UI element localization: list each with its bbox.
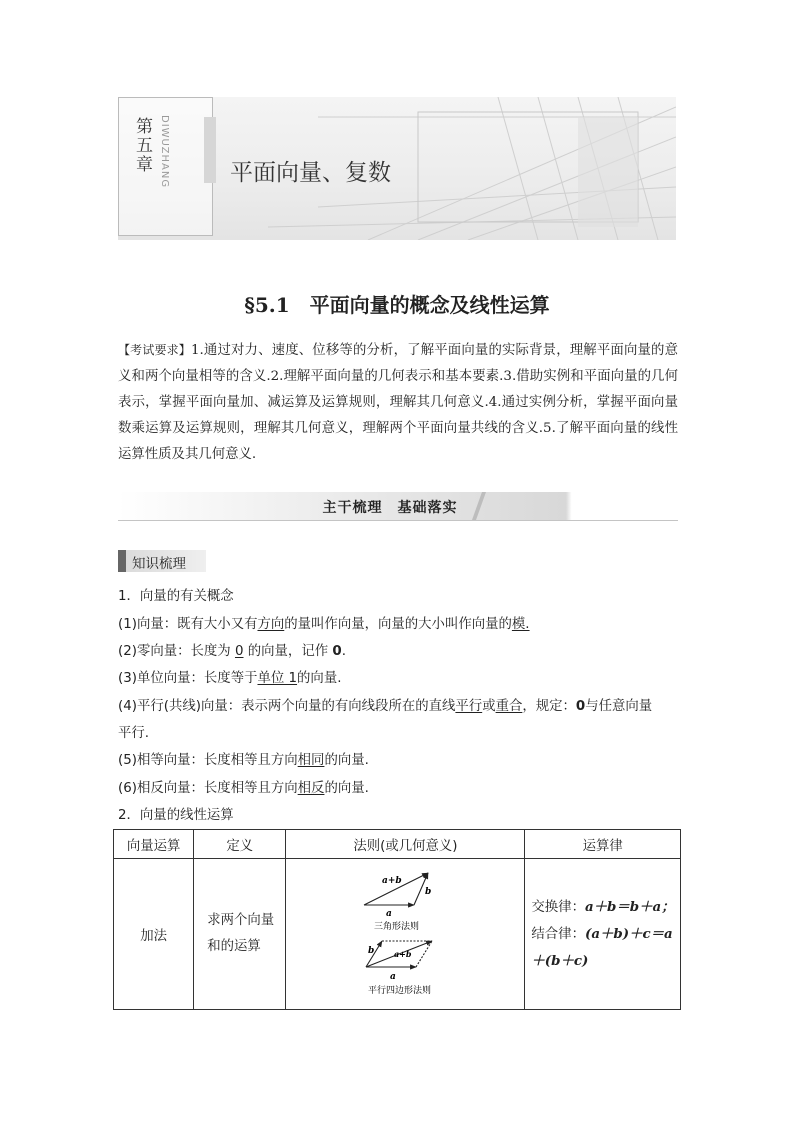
text-span: (5)相等向量：长度相等且方向 — [118, 753, 298, 768]
answer-span: 重合 — [495, 699, 523, 714]
associative-law — [531, 921, 680, 948]
associative-law-cont — [531, 948, 680, 975]
text-span: 的向量. — [324, 753, 369, 768]
band-rule — [118, 520, 678, 521]
triangle-sum-label: a+b — [382, 876, 403, 886]
operation-cell: 加法 — [114, 859, 194, 1010]
text-span: 的向量. — [324, 781, 369, 796]
answer-span: 相反 — [297, 781, 325, 796]
section-title: §5.1 平面向量的概念及线性运算 — [244, 293, 550, 317]
answer-span: 模. — [511, 617, 530, 632]
text-span: ，规定： — [522, 699, 576, 714]
law-expression: (a＋b)＋c＝a — [584, 925, 673, 942]
law-label: 交换律： — [531, 899, 585, 915]
concept-item-equal — [118, 749, 369, 768]
text-span: 的量叫作向量，向量的大小叫作向量的 — [284, 617, 512, 632]
law-expression: ＋(b＋c) — [531, 952, 589, 969]
concept-item-opposite — [118, 777, 369, 796]
triangle-b-label: b — [425, 887, 432, 897]
definition-cell — [194, 859, 286, 1010]
table-row — [114, 859, 681, 1010]
concept-item-zero — [118, 640, 346, 659]
table-header-cell: 运算律 — [525, 830, 681, 859]
exam-requirements — [118, 337, 678, 468]
definition-line: 求两个向量 — [207, 913, 275, 928]
para-a-label: a — [390, 972, 397, 982]
text-span: 的向量，记作 — [247, 644, 329, 659]
chapter-accent-bar — [204, 117, 216, 183]
concept-item-vector — [118, 613, 530, 632]
text-span: (3)单位向量：长度等于 — [118, 671, 258, 686]
text-span: . — [341, 644, 346, 659]
answer-span: 平行 — [455, 699, 483, 714]
text-span: 与任意向量 — [585, 699, 653, 714]
concept-item-unit — [118, 667, 341, 686]
requirements-tag: 【考试要求】 — [118, 343, 191, 357]
para-b-label: b — [368, 946, 375, 956]
answer-span: 相同 — [297, 753, 325, 768]
para-side-right — [416, 941, 432, 967]
band-title: 主干梳理 基础落实 — [322, 500, 458, 516]
concept-item-parallel — [118, 695, 652, 714]
knowledge-tag-label: 知识梳理 — [132, 556, 186, 572]
law-label: 结合律： — [531, 926, 585, 942]
table-header-row — [114, 830, 681, 859]
triangle-caption: 三角形法则 — [374, 922, 420, 932]
table-header-cell: 定义 — [194, 830, 286, 859]
text-span: (1)向量：既有大小又有 — [118, 617, 258, 632]
text-span: (2)零向量：长度为 — [118, 644, 231, 659]
answer-span: 方向 — [257, 617, 285, 632]
chapter-number: 第五章 — [132, 117, 152, 174]
linear-ops-heading: 2．向量的线性运算 — [118, 808, 234, 823]
text-span: 的向量. — [297, 671, 342, 686]
requirements-text: 1.通过对力、速度、位移等的分析，了解平面向量的实际背景，理解平面向量的意义和两个向量相等的含义.2.理解平面向量的几何表示和基本要素.3.借助实例和平面向量的几何表示，掌握平面向量加、减运算及运算规则，理解其几何意义.4.通过实例分析，掌握平面向量数乘运算及运算规则，理解其几何意义，理解两个平面向量共线的含义.5.了解平面向量的线性运算性质及其几何意义. — [118, 343, 678, 462]
triangle-a-label: a — [386, 909, 393, 919]
definition-line: 和的运算 — [207, 939, 261, 954]
knowledge-tag-bar — [118, 550, 126, 572]
law-expression: a＋b＝b＋a； — [584, 898, 675, 915]
text-span: (6)相反向量：长度相等且方向 — [118, 781, 298, 796]
law-cell — [525, 859, 681, 1010]
concept-item-parallel-cont: 平行. — [118, 726, 150, 741]
para-sum-label: a+b — [394, 949, 412, 959]
rule-diagram-cell — [286, 859, 525, 1010]
table-header-cell: 法则(或几何意义) — [286, 830, 525, 859]
vector-addition-diagram — [286, 859, 524, 1009]
zero-vector-symbol: 0 — [332, 644, 342, 659]
text-span: 或 — [482, 699, 496, 714]
concepts-heading: 1．向量的有关概念 — [118, 589, 234, 604]
answer-span: 0 — [234, 644, 244, 659]
table-header-cell: 向量运算 — [114, 830, 194, 859]
chapter-pinyin: DIWUZHANG — [159, 115, 170, 189]
commutative-law — [531, 894, 680, 921]
para-caption: 平行四边形法则 — [368, 986, 432, 996]
zero-vector-symbol: 0 — [575, 699, 586, 714]
answer-span: 单位 1 — [257, 671, 298, 686]
linear-ops-table — [113, 829, 681, 1010]
text-span: (4)平行(共线)向量：表示两个向量的有向线段所在的直线 — [118, 699, 456, 714]
chapter-title: 平面向量、复数 — [230, 160, 391, 186]
